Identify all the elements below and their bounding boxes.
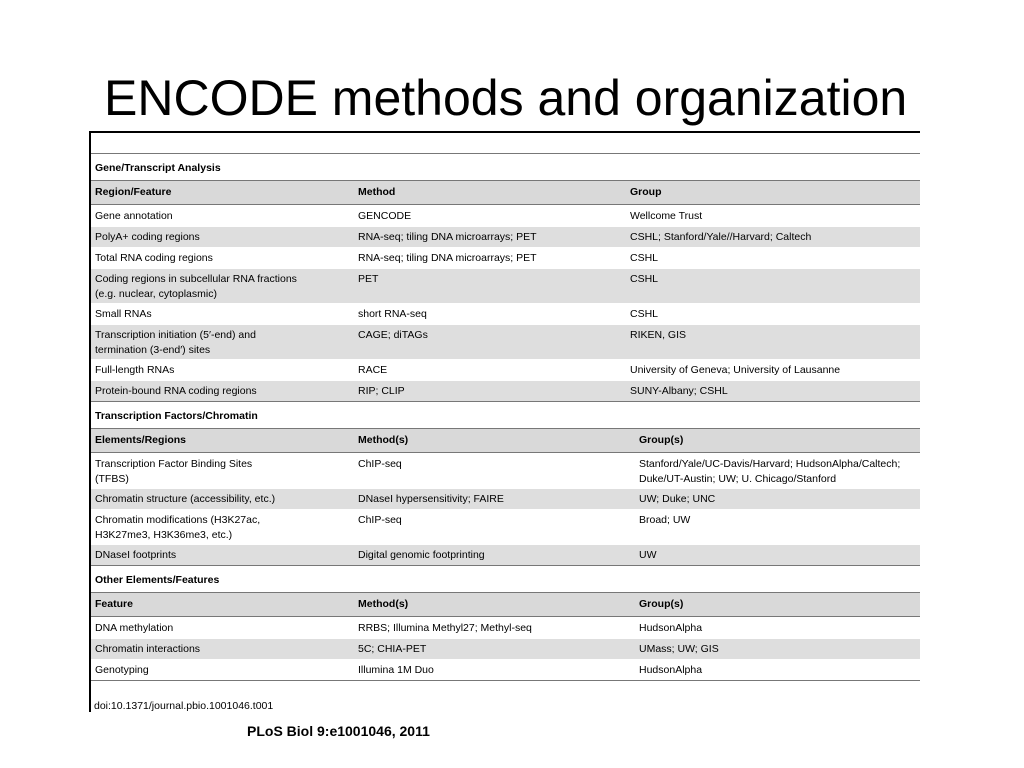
methods-table <box>91 153 920 681</box>
table-row <box>91 488 920 509</box>
table-cell: Coding regions in subcellular RNA fractions (e.g. nuclear, cytoplasmic) <box>95 273 297 300</box>
section-title-row <box>91 153 920 180</box>
column-header: Elements/Regions <box>95 434 187 446</box>
column-header: Method(s) <box>358 598 409 610</box>
citation-text: PLoS Biol 9:e1001046, 2011 <box>247 723 430 739</box>
section-title: Transcription Factors/Chromatin <box>95 410 258 422</box>
table-cell: Transcription Factor Binding Sites (TFBS) <box>95 458 253 485</box>
table-cell: Illumina 1M Duo <box>358 664 434 676</box>
table-cell: Chromatin modifications (H3K27ac, H3K27me3, H3K36me3, etc.) <box>95 514 261 541</box>
section-title: Gene/Transcript Analysis <box>95 162 221 174</box>
table-cell: CSHL <box>630 308 659 320</box>
table-cell: RACE <box>358 364 388 376</box>
table-row <box>91 205 920 226</box>
table-header-row <box>91 592 920 617</box>
table-cell: CSHL; Stanford/Yale//Harvard; Caltech <box>630 231 812 243</box>
table-row <box>91 453 920 488</box>
column-header: Method(s) <box>358 434 409 446</box>
table-row <box>91 303 920 324</box>
table-cell: CAGE; diTAGs <box>358 329 428 341</box>
table-row <box>91 324 920 359</box>
table-cell: UMass; UW; GIS <box>639 643 719 655</box>
top-border-line <box>91 131 920 133</box>
table-row <box>91 380 920 401</box>
table-row <box>91 544 920 565</box>
table-cell: HudsonAlpha <box>639 622 703 634</box>
table-cell: Genotyping <box>95 664 149 676</box>
table-cell: DNaseI hypersensitivity; FAIRE <box>358 493 504 505</box>
table-cell: Stanford/Yale/UC-Davis/Harvard; HudsonAlpha/Caltech; Duke/UT-Austin; UW; U. Chicago/Stanford <box>639 458 901 485</box>
table-row <box>91 617 920 638</box>
table-cell: HudsonAlpha <box>639 664 703 676</box>
table-cell: Small RNAs <box>95 308 152 320</box>
column-header: Region/Feature <box>95 186 172 198</box>
table-cell: Transcription initiation (5′-end) and termination (3-end′) sites <box>95 329 256 356</box>
column-header: Method <box>358 186 396 198</box>
table-cell: DNA methylation <box>95 622 174 634</box>
table-header-row <box>91 428 920 453</box>
table-row <box>91 638 920 659</box>
table-row <box>91 247 920 268</box>
table-cell: SUNY-Albany; CSHL <box>630 385 728 397</box>
table-cell: GENCODE <box>358 210 412 222</box>
table-cell: Full-length RNAs <box>95 364 175 376</box>
table-cell: RIP; CLIP <box>358 385 405 397</box>
table-row <box>91 659 920 680</box>
column-header: Group(s) <box>639 598 684 610</box>
table-cell: ChIP-seq <box>358 514 402 526</box>
table-cell: Gene annotation <box>95 210 173 222</box>
column-header: Group <box>630 186 662 198</box>
table-cell: PET <box>358 273 379 285</box>
table-cell: Chromatin interactions <box>95 643 201 655</box>
table-cell: Broad; UW <box>639 514 691 526</box>
table-cell: CSHL <box>630 252 659 264</box>
table-row <box>91 359 920 380</box>
table-cell: 5C; CHIA-PET <box>358 643 427 655</box>
table-cell: ChIP-seq <box>358 458 402 470</box>
table-cell: UW <box>639 549 657 561</box>
table-cell: RNA-seq; tiling DNA microarrays; PET <box>358 252 537 264</box>
section-title-row <box>91 565 920 592</box>
table-cell: Digital genomic footprinting <box>358 549 485 561</box>
column-header: Feature <box>95 598 133 610</box>
table-row <box>91 509 920 544</box>
table-cell: University of Geneva; University of Lausanne <box>630 364 841 376</box>
table-cell: RIKEN, GIS <box>630 329 687 341</box>
table-header-row <box>91 180 920 205</box>
table-cell: short RNA-seq <box>358 308 427 320</box>
column-header: Group(s) <box>639 434 684 446</box>
table-cell: Wellcome Trust <box>630 210 703 222</box>
table-row <box>91 268 920 303</box>
table-cell: PolyA+ coding regions <box>95 231 200 243</box>
table-cell: RNA-seq; tiling DNA microarrays; PET <box>358 231 537 243</box>
table-row <box>91 226 920 247</box>
doi-text: doi:10.1371/journal.pbio.1001046.t001 <box>94 700 274 712</box>
table-cell: RRBS; Illumina Methyl27; Methyl-seq <box>358 622 532 634</box>
section-title-row <box>91 401 920 428</box>
table-cell: DNaseI footprints <box>95 549 177 561</box>
table-cell: Chromatin structure (accessibility, etc.) <box>95 493 276 505</box>
table-cell: Protein-bound RNA coding regions <box>95 385 257 397</box>
table-cell: CSHL <box>630 273 659 285</box>
table-cell: Total RNA coding regions <box>95 252 213 264</box>
table-cell: UW; Duke; UNC <box>639 493 716 505</box>
table-bottom-line <box>91 680 920 681</box>
section-title: Other Elements/Features <box>95 574 220 586</box>
page-title: ENCODE methods and organization <box>104 70 908 126</box>
